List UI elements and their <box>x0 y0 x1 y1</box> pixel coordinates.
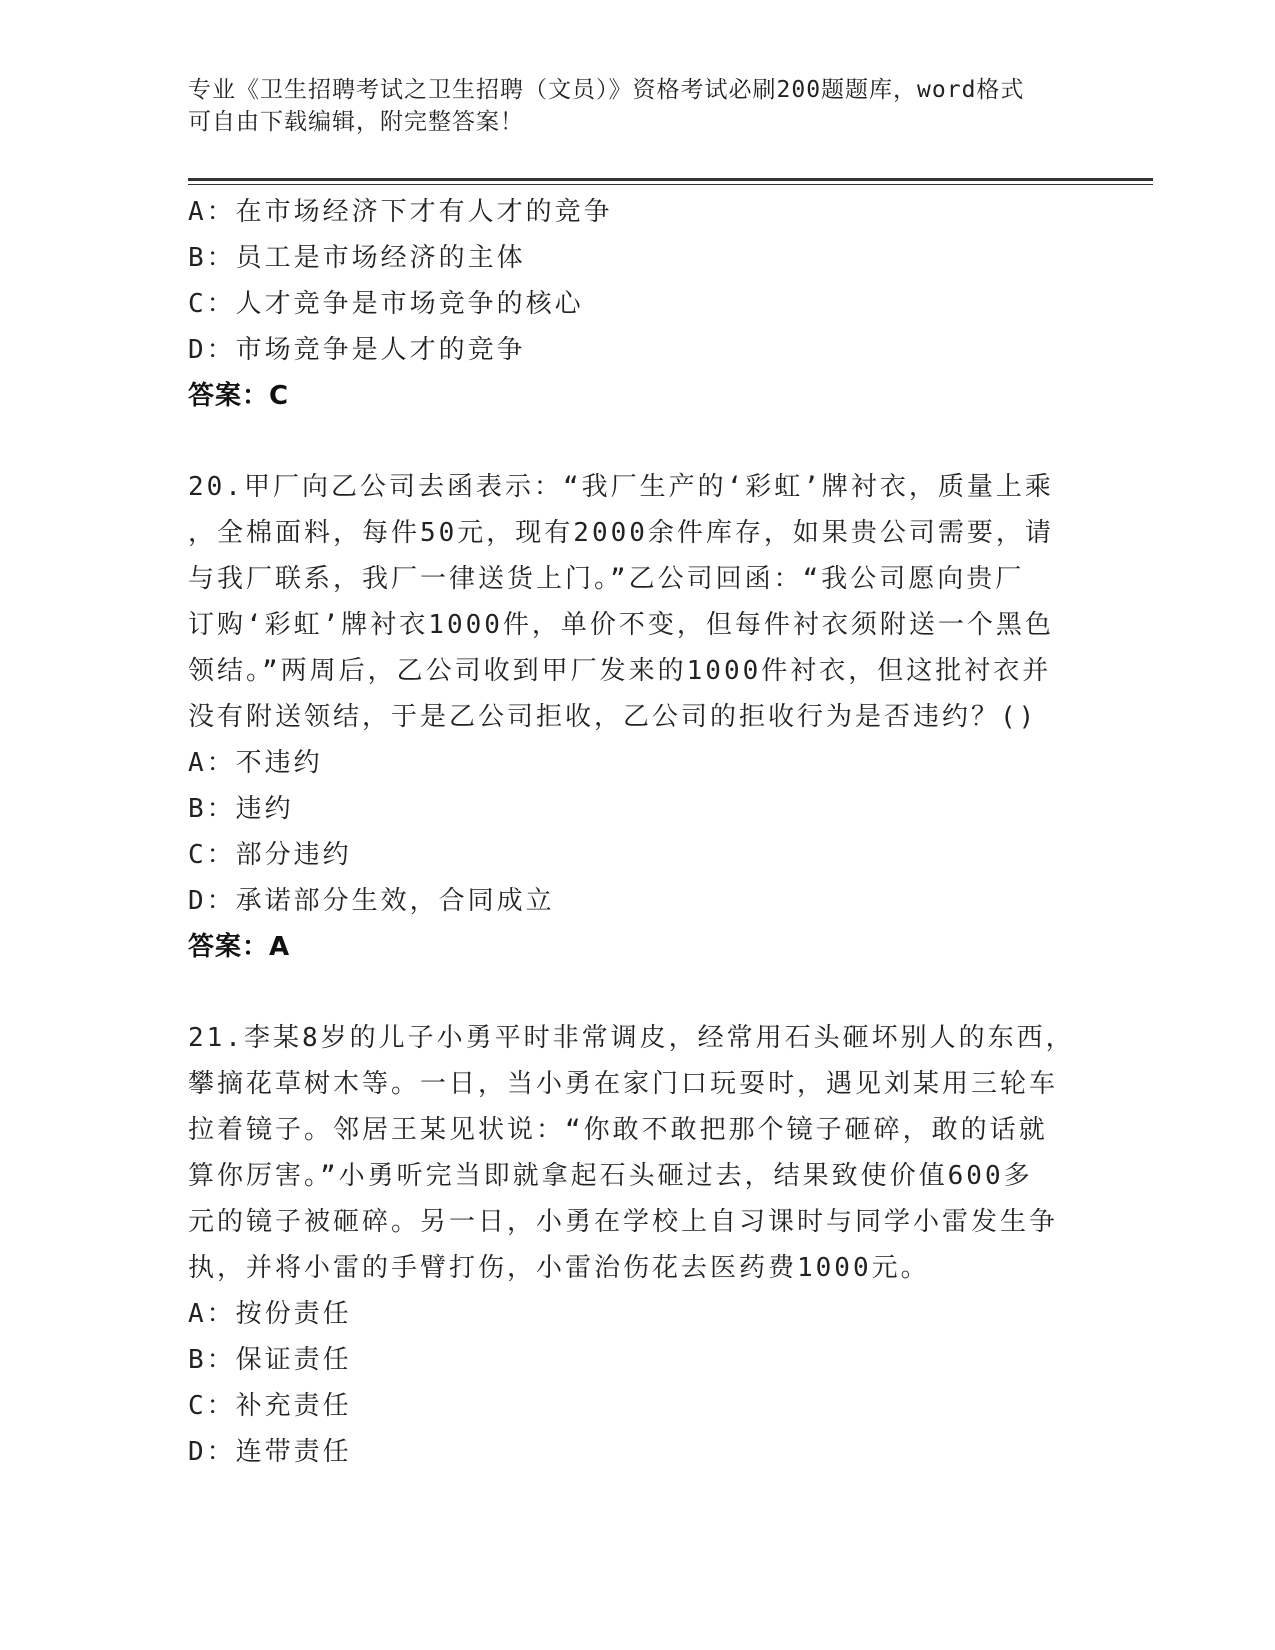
question-text-line: 领结。”两周后，乙公司收到甲厂发来的1000件衬衣，但这批衬衣并 <box>188 656 1052 686</box>
option-d: D：市场竞争是人才的竞争 <box>188 335 526 365</box>
question-20 <box>188 464 1088 970</box>
option-b: B：违约 <box>188 794 294 824</box>
question-text-line: 攀摘花草树木等。一日，当小勇在家门口玩耍时，遇见刘某用三轮车 <box>188 1069 1059 1099</box>
option-b: B：保证责任 <box>188 1345 352 1375</box>
question-spacer <box>188 419 1088 464</box>
question-list <box>188 189 1088 1475</box>
question-text-line: 21.李某8岁的儿子小勇平时非常调皮，经常用石头砸坏别人的东西， <box>188 1023 1075 1053</box>
question-21 <box>188 1015 1088 1475</box>
option-c: C：补充责任 <box>188 1391 352 1421</box>
answer: 答案：A <box>188 932 291 962</box>
option-a: A：不违约 <box>188 748 323 778</box>
question-text-line: 拉着镜子。邻居王某见状说：“你敢不敢把那个镜子砸碎，敢的话就 <box>188 1115 1048 1145</box>
option-a: A：在市场经济下才有人才的竞争 <box>188 197 613 227</box>
option-d: D：承诺部分生效，合同成立 <box>188 886 555 916</box>
question-text-line: 算你厉害。”小勇听完当即就拿起石头砸过去，结果致使价值600多 <box>188 1161 1033 1191</box>
option-c: C：人才竞争是市场竞争的核心 <box>188 289 584 319</box>
question-19 <box>188 189 1088 419</box>
header-title-line-1: 专业《卫生招聘考试之卫生招聘（文员）》资格考试必刷200题题库，word格式 <box>188 77 1025 103</box>
option-b: B：员工是市场经济的主体 <box>188 243 526 273</box>
option-c: C：部分违约 <box>188 840 352 870</box>
option-d: D：连带责任 <box>188 1437 352 1467</box>
header-title-line-2: 可自由下载编辑，附完整答案！ <box>188 109 524 135</box>
answer: 答案：C <box>188 381 290 411</box>
question-text-line: 与我厂联系，我厂一律送货上门。”乙公司回函：“我公司愿向贵厂 <box>188 564 1025 594</box>
question-text-line: ，全棉面料，每件50元，现有2000余件库存，如果贵公司需要，请 <box>188 518 1054 548</box>
question-text-line: 执，并将小雷的手臂打伤，小雷治伤花去医药费1000元。 <box>188 1253 930 1283</box>
option-a: A：按份责任 <box>188 1299 352 1329</box>
header-divider-thick <box>188 178 1153 181</box>
header-divider-thin <box>188 184 1153 185</box>
question-text-line: 元的镜子被砸碎。另一日，小勇在学校上自习课时与同学小雷发生争 <box>188 1207 1059 1237</box>
page-header <box>188 74 1088 138</box>
question-text-line: 没有附送领结，于是乙公司拒收，乙公司的拒收行为是否违约？() <box>188 702 1038 732</box>
question-spacer <box>188 970 1088 1015</box>
question-text-line: 20.甲厂向乙公司去函表示：“我厂生产的‘彩虹’牌衬衣，质量上乘 <box>188 472 1054 502</box>
question-text-line: 订购‘彩虹’牌衬衣1000件，单价不变，但每件衬衣须附送一个黑色 <box>188 610 1054 640</box>
